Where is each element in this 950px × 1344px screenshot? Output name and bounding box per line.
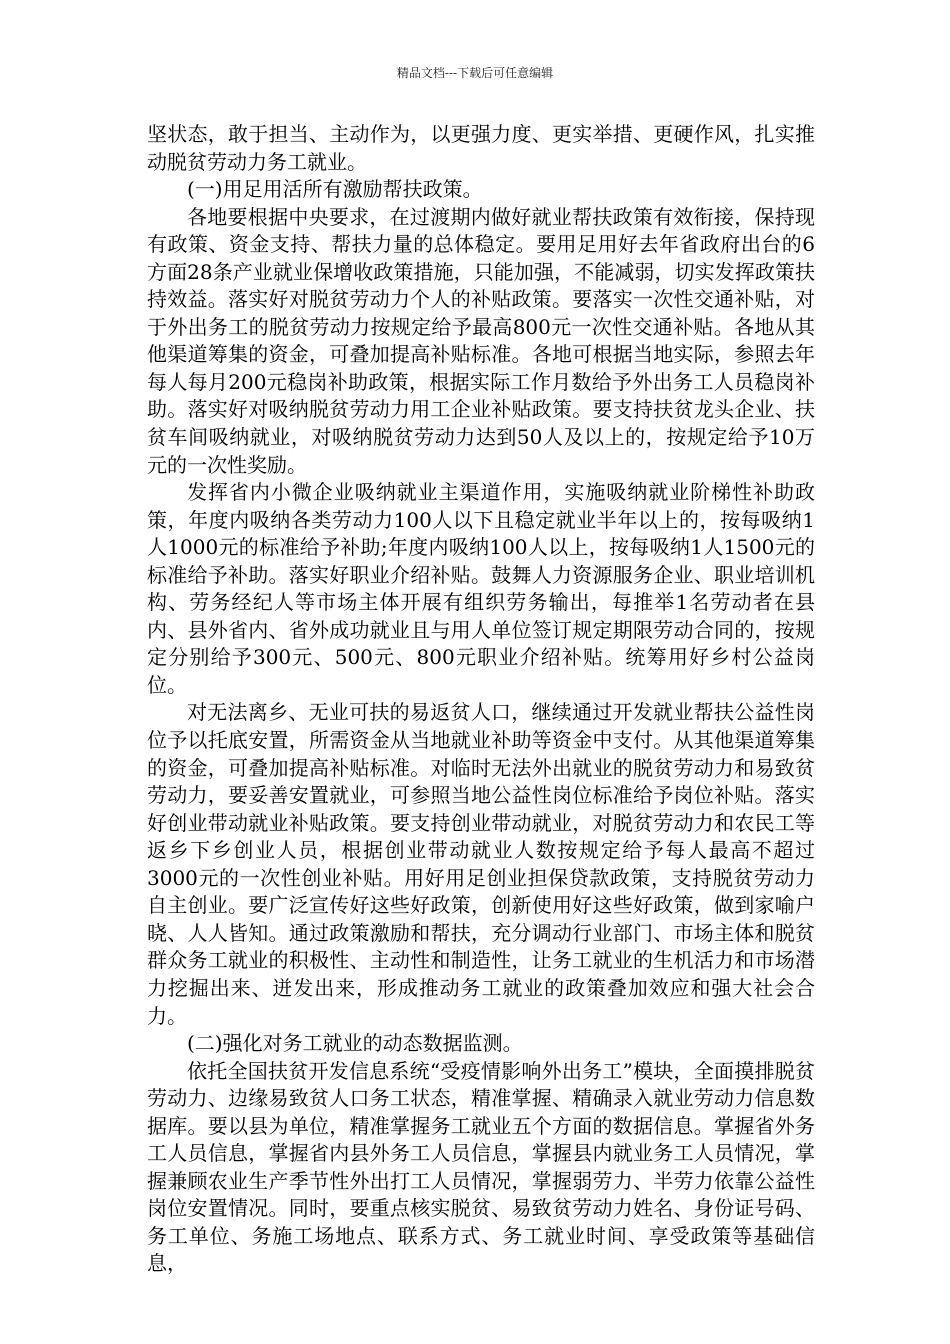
paragraph: 各地要根据中央要求，在过渡期内做好就业帮扶政策有效衔接，保持现有政策、资金支持、帮扶力量的总体稳定。要用足用好去年省政府出台的6方面28条产业就业保增收政策措施，只能加强，不能减弱，切实发挥政策扶持效益。落实好对脱贫劳动力个人的补贴政策。要落实一次性交通补贴，对于外出务工的脱贫劳动力按规定给予最高800元一次性交通补贴。各地从其他渠道筹集的资金，可叠加提高补贴标准。各地可根据当地实际，参照去年每人每月200元稳岗补助政策，根据实际工作月数给予外出务工人员稳岗补助。落实好对吸纳脱贫劳动力用工企业补贴政策。要支持扶贫龙头企业、扶贫车间吸纳就业，对吸纳脱贫劳动力达到50人及以上的，按规定给予10万元的一次性奖励。 xyxy=(147,204,815,477)
section-heading-1: (一)用足用活所有激励帮扶政策。 xyxy=(187,177,483,202)
page-header: 精品文档---下载后可任意编辑 xyxy=(396,66,554,80)
section-heading-2: (二)强化对务工就业的动态数据监测。 xyxy=(187,1031,523,1056)
paragraph: 对无法离乡、无业可扶的易返贫人口，继续通过开发就业帮扶公益性岗位予以托底安置，所需资金从当地就业补助等资金中支付。从其他渠道筹集的资金，可叠加提高补贴标准。对临时无法外出就业的脱贫劳动力和易致贫劳动力，要妥善安置就业，可参照当地公益性岗位标准给予岗位补贴。落实好创业带动就业补贴政策。要支持创业带动就业，对脱贫劳动力和农民工等返乡下乡创业人员，根据创业带动就业人数按规定给予每人最高不超过3000元的一次性创业补贴。用好用足创业担保贷款政策，支持脱贫劳动力自主创业。要广泛宣传好这些好政策，创新使用好这些好政策，做到家喻户晓、人人皆知。通过政策激励和帮扶，充分调动行业部门、市场主体和脱贫群众务工就业的积极性、主动性和制造性，让务工就业的生机活力和市场潜力挖掘出来、迸发出来，形成推动务工就业的政策叠加效应和强大社会合力。 xyxy=(147,700,815,1028)
paragraph-continuation: 坚状态，敢于担当、主动作为，以更强力度、更实举措、更硬作风，扎实推动脱贫劳动力务工就业。 xyxy=(147,122,815,174)
paragraph: 依托全国扶贫开发信息系统“受疫情影响外出务工”模块，全面摸排脱贫劳动力、边缘易致贫人口务工状态，精准掌握、精确录入就业劳动力信息数据库。要以县为单位，精准掌握务工就业五个方面的数据信息。掌握省外务工人员信息，掌握省内县外务工人员信息，掌握县内就业务工人员情况，掌握兼顾农业生产季节性外出打工人员情况，掌握弱劳力、半劳力依靠公益性岗位安置情况。同时，要重点核实脱贫、易致贫劳动力姓名、身份证号码、务工单位、务施工场地点、联系方式、务工就业时间、享受政策等基础信息， xyxy=(147,1058,815,1276)
paragraph: 发挥省内小微企业吸纳就业主渠道作用，实施吸纳就业阶梯性补助政策，年度内吸纳各类劳动力100人以下且稳定就业半年以上的，按每吸纳1人1000元的标准给予补助;年度内吸纳100人以上，按每吸纳1人1500元的标准给予补助。落实好职业介绍补贴。鼓舞人力资源服务企业、职业培训机构、劳务经纪人等市场主体开展有组织劳务输出，每推举1名劳动者在县内、县外省内、省外成功就业且与用人单位签订规定期限劳动合同的，按规定分别给予300元、500元、800元职业介绍补贴。统筹用好乡村公益岗位。 xyxy=(147,480,815,697)
document-body xyxy=(147,121,815,1278)
